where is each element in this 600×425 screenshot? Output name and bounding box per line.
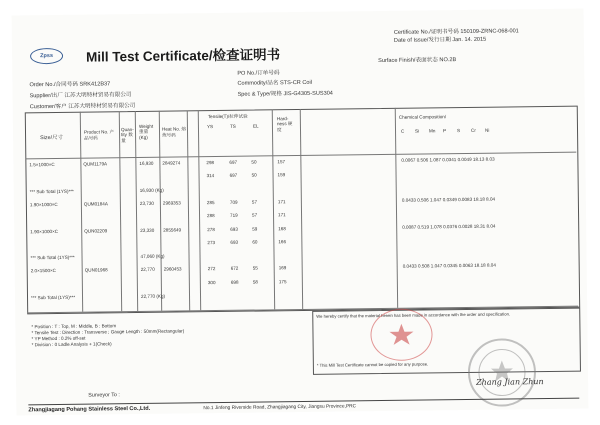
chem-cr: Cr (470, 127, 476, 133)
cell-el: 59 (252, 226, 258, 232)
chem-c: C (400, 128, 405, 134)
cell-hv: 157 (277, 159, 286, 165)
cell-heat: 2855649 (163, 226, 182, 233)
cell-ts: 672 (230, 266, 239, 272)
cell-hv: 166 (278, 238, 287, 245)
cell-size: 2.0×1500×C (30, 268, 57, 274)
cell-weight: 23,730 (139, 200, 154, 206)
certificate-title: Mill Test Certificate/检查证明书 (86, 47, 281, 65)
cell-ts: 719 (230, 212, 238, 219)
cell-weight: 22,770 (140, 267, 155, 273)
date-of-issue: Date of Issue/发行日期 Jan. 14. 2015 (393, 36, 487, 44)
cell-product: QUM0184A (83, 201, 108, 207)
cell-weight: 47,060 (Kg) (140, 253, 165, 260)
cell-hv: 159 (277, 172, 286, 178)
chem-p: P (442, 128, 447, 134)
col-tensile-header: Tensile(T)/拉伸试验 (207, 113, 248, 120)
col-heat-header: Heat No. 熔炼号码 (161, 126, 187, 138)
note-division: * Division : 0 Ladle Analysis + 1(Check) (31, 341, 112, 348)
cell-heat: 2969353 (162, 200, 181, 206)
cell-weight: 16,930 (139, 160, 154, 166)
cell-ys: 298 (206, 160, 215, 166)
cell-product: QUN02209 (84, 227, 108, 234)
chem-si: Si (414, 128, 420, 134)
cell-ts: 693 (230, 239, 239, 245)
cell-weight: 23,330 (140, 227, 155, 233)
chem-s: S (456, 128, 461, 134)
cell-size: 1.5×1000×C (29, 161, 55, 168)
cell-ts: 697 (229, 159, 238, 165)
col-weight-header: Weight 重量 (Kg) (138, 123, 154, 140)
note-yp: * YP Method : 0.2% off-set (31, 335, 86, 342)
cell-hv: 171 (277, 199, 286, 205)
company-seal (370, 308, 433, 361)
cell-heat: 2960453 (163, 266, 182, 273)
signature: Zhang Jian Zhun (476, 377, 544, 387)
customer: Customer/客户 江苏大明特材贸易有限公司 (29, 103, 136, 111)
col-size-header: Size/尺寸 (40, 134, 63, 142)
certificate-paper (12, 9, 589, 416)
cell-el: 55 (252, 265, 258, 271)
order-number: Order No./合同号码 SRK412B37 (29, 81, 111, 89)
col-hardness-header: Hard-ness 硬度 (276, 116, 293, 133)
copy-note: * This Mill Test Certificate cannot be copied for any purpose. (316, 361, 429, 368)
cell-chem: 0.0067 0.506 1.087 0.0341 0.0049 18.13 8.03 (401, 156, 495, 163)
surveyor-label: Surveyor To : (88, 392, 120, 399)
inspection-seal (468, 338, 537, 407)
cell-product: QUM1179A (83, 161, 108, 167)
chem-mn: Mn (428, 128, 436, 134)
cell-el: 57 (251, 199, 258, 205)
cell-heat: 2849274 (162, 160, 181, 166)
note-position: * Position : T : Top, M : Middle, B : Bottom (31, 323, 117, 330)
cell-ys: 288 (207, 213, 215, 219)
cell-ts: 693 (230, 226, 238, 232)
cell-ys: 314 (206, 173, 215, 179)
cell-hv: 171 (278, 212, 286, 218)
tensile-ts: TS (229, 123, 236, 129)
cell-ys: 285 (206, 199, 215, 206)
cell-ys: 300 (207, 279, 216, 285)
cell-el: 50 (251, 159, 257, 165)
tensile-ys: YS (206, 124, 214, 130)
certify-statement: We hereby certify that the material herein has been made in accordance with the order and specification. (316, 311, 511, 319)
cell-chem: 0.0433 0.506 1.047 0.0349 0.0083 18.18 8.04 (401, 196, 496, 203)
col-chemical-header: Chemical Composition/ (398, 114, 447, 120)
company-logo: Zpss (30, 48, 63, 64)
cell-chem: 0.0433 0.508 1.047 0.0345 0.0063 18.18 8.04 (402, 263, 496, 270)
cell-ts: 698 (230, 279, 239, 285)
surface-finish: Surface Finish/表面状态 NO.2B (378, 57, 457, 65)
cell-chem: 0.0087 0.519 1.078 0.0376 0.0028 18.31 8.04 (402, 223, 496, 230)
footer-address: No.1 Jinfeng Riverside Road, Zhangjiagang City, Jiangsu Province,PRC (203, 404, 357, 412)
cell-hv: 169 (278, 265, 287, 271)
cell-weight: 22,770 (Kg) (140, 293, 166, 299)
cell-ts: 697 (229, 173, 238, 179)
po-number: PO No./订单号码 (237, 70, 280, 77)
cell-product: QUN01968 (84, 267, 108, 274)
cell-ys: 278 (207, 226, 215, 232)
spec-type: Spec & Type/规格 JIS-G4305-SUS304 (237, 90, 333, 98)
col-product-header: Product No. 产品号码 (83, 129, 115, 141)
cell-size: 1.90×1000×C (29, 201, 58, 208)
cell-ys: 272 (207, 266, 216, 272)
chem-ni: Ni (484, 127, 490, 133)
footer-company: Zhangjiagang Pohang Stainless Steel Co.,Ltd. (28, 405, 151, 414)
cell-size: *** Sub Total (1YS)*** (30, 294, 76, 301)
cell-ys: 273 (207, 239, 216, 245)
cell-size: 1.90×1000×C (30, 228, 59, 234)
cell-weight: 16,930 (Kg) (139, 187, 164, 193)
cell-el: 60 (252, 239, 258, 245)
cell-el: 57 (252, 212, 258, 218)
cell-size: *** Sub Total (1YS)*** (30, 254, 75, 261)
cell-el: 50 (251, 172, 257, 178)
col-quantity-header: Quan-tity 数量 (120, 127, 134, 144)
cell-hv: 168 (278, 225, 286, 231)
cell-ts: 709 (229, 199, 238, 205)
supplier: Supplier/出厂 江苏大明特材贸易有限公司 (29, 92, 132, 100)
cell-el: 58 (252, 279, 259, 285)
cell-size: *** Sub Total (1YS)*** (29, 188, 74, 194)
tensile-el: EL (252, 123, 259, 129)
cell-hv: 175 (278, 278, 287, 284)
commodity: Commodity/品名 STS-CR Coil (237, 79, 313, 87)
note-tensile: * Tensile Test : Direction : Transverse ; Gauge Length : 50mm(Rectangular) (31, 328, 185, 336)
certificate-number: Certificate No./证明书号码 150109-ZRNC-068-001 (393, 28, 519, 36)
